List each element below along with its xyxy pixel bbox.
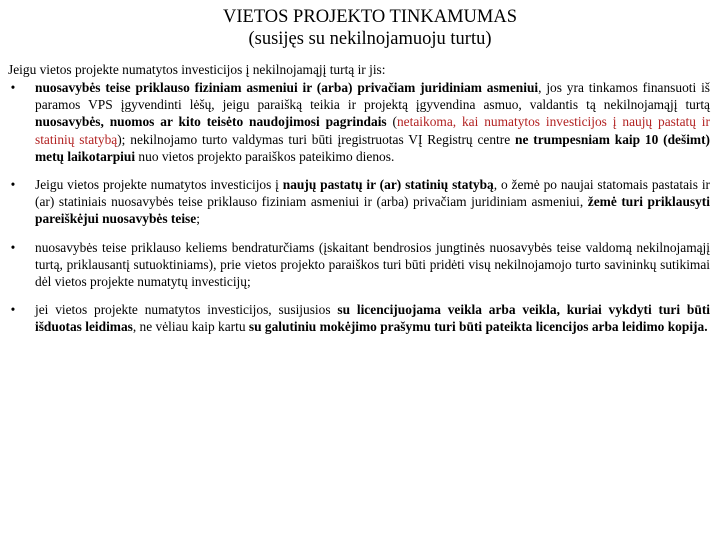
text: nuosavybės teise priklauso keliems bendraturčiams (įskaitant bendrosios jungtinės nuosavybės teise valdomą nekilnojamąjį turtą, priklausantį sutuoktiniams), prie vietos projekto paraiškos turi būti pridėti visų nekilnojamojo turto savininkų sutikimai dėl vietos projekte numatytų investicijų; bbox=[35, 239, 710, 290]
bullet-item-1 bbox=[0, 79, 710, 165]
text: , jos yra tinkamos finansuoti iš paramos VPS įgyvendinti lėšų, jeigu paraišką teikia ir projektą įgyvendina asmuo, valdantis tą nekilnojamąjį turtą bbox=[35, 80, 710, 113]
text: , ne vėliau kaip kartu bbox=[132, 319, 249, 335]
page-title bbox=[0, 6, 720, 50]
bullet-list bbox=[0, 79, 720, 347]
bullet-icon: • bbox=[10, 80, 16, 95]
text: , o žemė po naujai statomais pastatais ir (ar) statiniais nuosavybės teise priklauso fiziniam asmeniui ir (arba) privačiam juridiniam asmeniui, bbox=[35, 177, 710, 210]
text-bold: su galutiniu mokėjimo prašymu turi būti pateikta licencijos arba leidimo kopija. bbox=[248, 319, 708, 335]
title-line-2: (susijęs su nekilnojamuoju turtu) bbox=[248, 29, 492, 49]
text: ); nekilnojamo turto valdymas turi būti įregistruotas VĮ Registrų centre bbox=[117, 131, 516, 147]
text: ; bbox=[196, 211, 200, 227]
title-line-1: VIETOS PROJEKTO TINKAMUMAS bbox=[223, 7, 517, 27]
text-highlight: netaikoma, kai numatytos investicijos į naujų pastatų ir statinių statybą bbox=[35, 114, 710, 147]
text-bold: su licencijuojama veikla arba veikla, kuriai vykdyti turi būti išduotas leidimas bbox=[35, 302, 710, 335]
text: ( bbox=[386, 114, 397, 130]
text-bold: ne trumpesniam kaip 10 (dešimt) metų laikotarpiui bbox=[35, 131, 710, 164]
bullet-icon: • bbox=[10, 302, 16, 318]
bullet-icon: • bbox=[10, 177, 16, 193]
bullet-item-2 bbox=[0, 176, 710, 228]
text-bold: nuosavybės teise priklauso fiziniam asmeniui ir (arba) privačiam juridiniam asmeniui bbox=[35, 80, 539, 95]
text-bold: naujų pastatų ir (ar) statinių statybą bbox=[282, 177, 494, 193]
text: nuo vietos projekto paraiškos pateikimo dienos. bbox=[135, 148, 395, 164]
text: jei vietos projekte numatytos investicijos, susijusios bbox=[35, 302, 338, 318]
text-bold: žemė turi priklausyti pareiškėjui nuosavybės teise bbox=[35, 194, 710, 227]
text-bold: nuosavybės, nuomos ar kito teisėto naudojimosi pagrindais bbox=[35, 114, 387, 130]
bullet-icon: • bbox=[10, 239, 16, 255]
bullet-item-3 bbox=[0, 239, 710, 291]
intro-text: Jeigu vietos projekte numatytos investicijos į nekilnojamąjį turtą ir jis: bbox=[8, 62, 386, 77]
bullet-item-4 bbox=[0, 301, 710, 335]
text: Jeigu vietos projekte numatytos investicijos į bbox=[35, 177, 283, 193]
